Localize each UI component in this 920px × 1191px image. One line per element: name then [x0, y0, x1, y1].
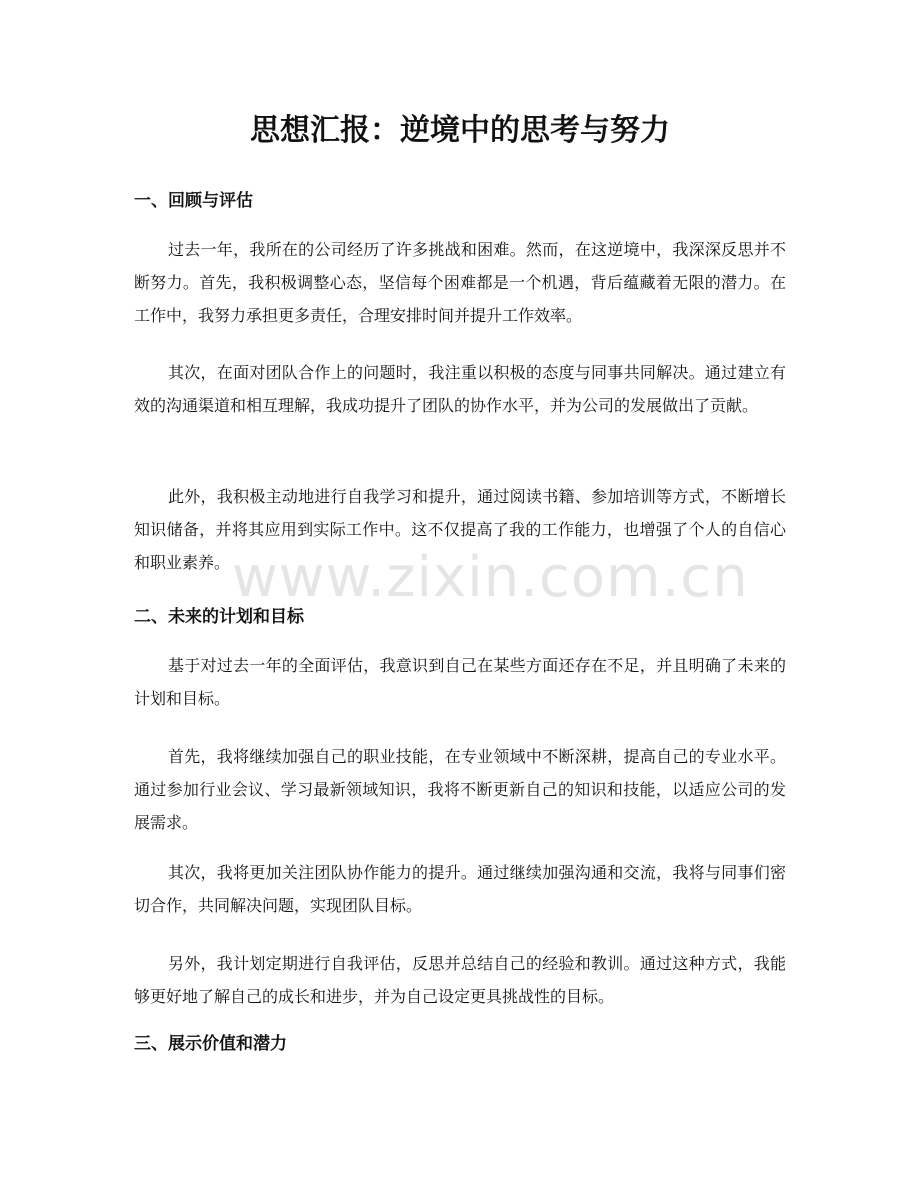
paragraph: 其次，我将更加关注团队协作能力的提升。通过继续加强沟通和交流，我将与同事们密切合作，共同解决问题，实现团队目标。: [134, 863, 786, 915]
section-heading-value: 三、展示价值和潜力: [134, 1034, 287, 1054]
paragraph: 此外，我积极主动地进行自我学习和提升，通过阅读书籍、参加培训等方式，不断增长知识储备，并将其应用到实际工作中。这不仅提高了我的工作能力，也增强了个人的自信心和职业素养。: [134, 487, 786, 572]
document-title: 思想汇报：逆境中的思考与努力: [250, 113, 670, 148]
paragraph: 另外，我计划定期进行自我评估，反思并总结自己的经验和教训。通过这种方式，我能够更好地了解自己的成长和进步，并为自己设定更具挑战性的目标。: [134, 954, 786, 1006]
paragraph: 其次，在面对团队合作上的问题时，我注重以积极的态度与同事共同解决。通过建立有效的沟通渠道和相互理解，我成功提升了团队的协作水平，并为公司的发展做出了贡献。: [134, 363, 786, 415]
section-heading-review: 一、回顾与评估: [134, 191, 253, 211]
paragraph: 基于对过去一年的全面评估，我意识到自己在某些方面还存在不足，并且明确了未来的计划和目标。: [134, 656, 786, 708]
section-heading-plans: 二、未来的计划和目标: [134, 607, 304, 627]
watermark: www.zixin.com.cn: [232, 545, 749, 610]
paragraph: 首先，我将继续加强自己的职业技能，在专业领域中不断深耕，提高自己的专业水平。通过参加行业会议、学习最新领域知识，我将不断更新自己的知识和技能，以适应公司的发展需求。: [134, 747, 786, 832]
paragraph: 过去一年，我所在的公司经历了许多挑战和困难。然而，在这逆境中，我深深反思并不断努力。首先，我积极调整心态，坚信每个困难都是一个机遇，背后蕴藏着无限的潜力。在工作中，我努力承担更多责任，合理安排时间并提升工作效率。: [134, 240, 786, 325]
